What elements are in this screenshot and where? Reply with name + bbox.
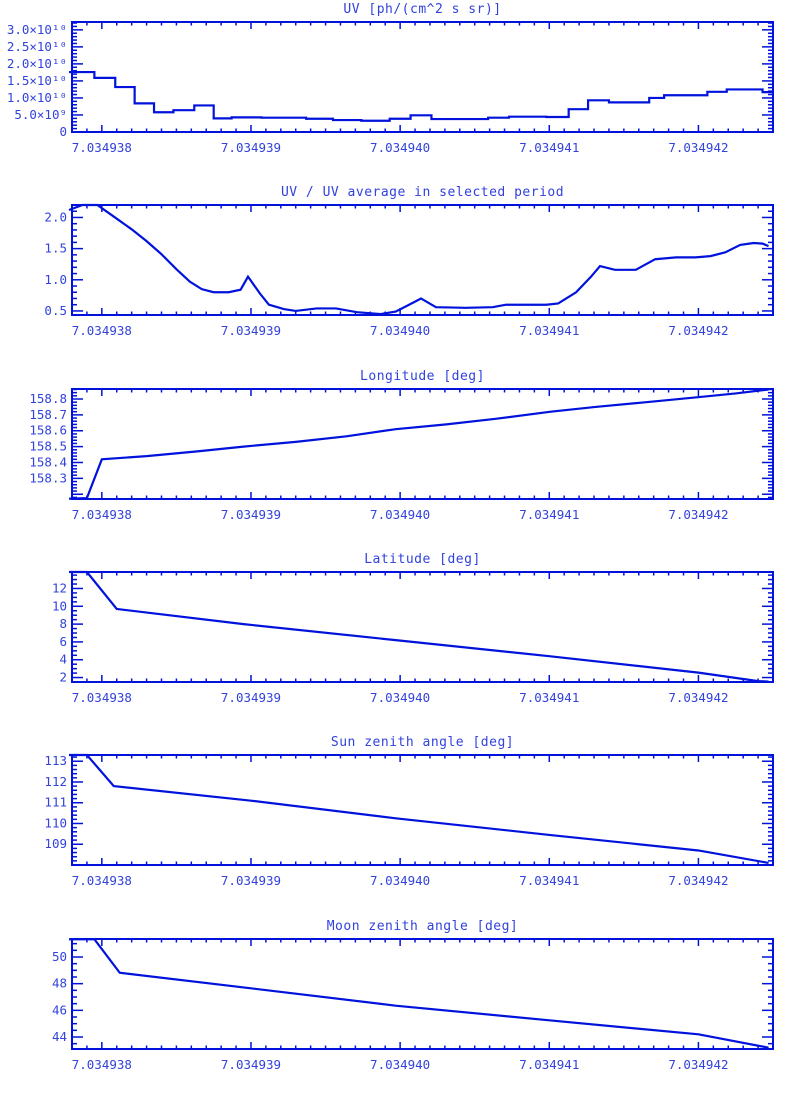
y-axis-tick-label: 0.5 xyxy=(44,303,67,319)
data-series-line xyxy=(69,389,769,498)
y-axis-tick-label: 2.0 xyxy=(44,209,67,225)
x-axis-tick-label: 7.034940 xyxy=(370,506,431,522)
x-axis-tick-label: 7.034940 xyxy=(370,139,431,155)
moon-zenith-chart-canvas xyxy=(0,917,800,1100)
sun-zenith-chart-canvas xyxy=(0,733,800,916)
latitude-chart-canvas xyxy=(0,550,800,733)
y-axis-tick-label: 12 xyxy=(51,580,67,596)
x-axis-tick-label: 7.034939 xyxy=(220,873,282,889)
y-axis-tick-label: 112 xyxy=(44,774,67,790)
y-axis-tick-label: 2.5×10¹⁰ xyxy=(6,38,68,54)
longitude-chart-canvas xyxy=(0,367,800,550)
data-series-line xyxy=(69,755,769,863)
x-axis-tick-label: 7.034938 xyxy=(71,139,132,155)
x-axis-tick-label: 7.034939 xyxy=(220,689,282,705)
plot-frame xyxy=(72,572,773,682)
y-axis-tick-label: 111 xyxy=(44,795,67,811)
x-axis-tick-label: 7.034939 xyxy=(220,506,282,522)
y-axis-tick-label: 5.0×10⁹ xyxy=(14,106,68,122)
x-axis-tick-label: 7.034939 xyxy=(220,323,282,339)
y-axis-tick-label: 44 xyxy=(51,1028,67,1044)
y-axis-tick-label: 3.0×10¹⁰ xyxy=(6,21,68,37)
chart-title-latitude: Latitude [deg] xyxy=(364,551,481,567)
x-axis-tick-label: 7.034938 xyxy=(71,1056,132,1072)
chart-title-moon-zenith: Moon zenith angle [deg] xyxy=(326,918,519,934)
x-axis-tick-label: 7.034940 xyxy=(370,689,431,705)
x-axis-tick-label: 7.034942 xyxy=(668,506,729,522)
chart-panel-moon-zenith xyxy=(0,917,800,1100)
y-axis-tick-label: 1.5×10¹⁰ xyxy=(6,72,68,88)
x-axis-tick-label: 7.034942 xyxy=(668,323,729,339)
x-axis-tick-label: 7.034941 xyxy=(519,139,580,155)
x-axis-tick-label: 7.034941 xyxy=(519,689,580,705)
chart-panel-uv-ratio xyxy=(0,183,800,366)
y-axis-tick-label: 158.6 xyxy=(29,422,67,438)
x-axis-tick-label: 7.034940 xyxy=(370,323,431,339)
chart-panel-longitude xyxy=(0,367,800,550)
x-axis-tick-label: 7.034941 xyxy=(519,506,580,522)
y-axis-tick-label: 2.0×10¹⁰ xyxy=(6,55,68,71)
x-axis-tick-label: 7.034941 xyxy=(519,1056,580,1072)
x-axis-tick-label: 7.034938 xyxy=(71,506,132,522)
y-axis-tick-label: 10 xyxy=(51,598,67,614)
y-axis-tick-label: 158.8 xyxy=(29,390,67,406)
x-axis-tick-label: 7.034939 xyxy=(220,139,282,155)
x-axis-tick-label: 7.034940 xyxy=(370,1056,431,1072)
y-axis-tick-label: 0 xyxy=(59,123,67,139)
chart-title-longitude: Longitude [deg] xyxy=(360,368,485,384)
uv-chart-canvas xyxy=(0,0,800,183)
plot-frame xyxy=(72,755,773,865)
y-axis-tick-label: 46 xyxy=(51,1001,67,1017)
y-axis-tick-label: 1.0×10¹⁰ xyxy=(6,89,68,105)
y-axis-tick-label: 158.3 xyxy=(29,470,67,486)
y-axis-tick-label: 50 xyxy=(51,948,67,964)
x-axis-tick-label: 7.034938 xyxy=(71,689,132,705)
data-series-line xyxy=(69,939,769,1047)
x-axis-tick-label: 7.034940 xyxy=(370,873,431,889)
chart-title-uv: UV [ph/(cm^2 s sr)] xyxy=(343,2,502,17)
y-axis-tick-label: 48 xyxy=(51,975,67,991)
y-axis-tick-label: 1.5 xyxy=(44,240,67,256)
x-axis-tick-label: 7.034942 xyxy=(668,1056,729,1072)
x-axis-tick-label: 7.034941 xyxy=(519,323,580,339)
x-axis-tick-label: 7.034942 xyxy=(668,689,729,705)
y-axis-tick-label: 4 xyxy=(59,651,67,667)
plot-frame xyxy=(72,389,773,499)
y-axis-tick-label: 158.7 xyxy=(29,406,67,422)
x-axis-tick-label: 7.034939 xyxy=(220,1056,282,1072)
y-axis-tick-label: 6 xyxy=(59,633,67,649)
x-axis-tick-label: 7.034942 xyxy=(668,873,729,889)
y-axis-tick-label: 2 xyxy=(59,669,67,685)
data-series-line xyxy=(69,205,769,314)
chart-panel-latitude xyxy=(0,550,800,733)
x-axis-tick-label: 7.034938 xyxy=(71,323,132,339)
chart-panel-uv xyxy=(0,0,800,183)
data-series-line xyxy=(69,572,769,682)
y-axis-tick-label: 158.5 xyxy=(29,438,67,454)
chart-title-sun-zenith: Sun zenith angle [deg] xyxy=(330,735,515,751)
x-axis-tick-label: 7.034941 xyxy=(519,873,580,889)
y-axis-tick-label: 8 xyxy=(59,616,67,632)
y-axis-tick-label: 1.0 xyxy=(44,272,67,288)
y-axis-tick-label: 109 xyxy=(44,836,67,852)
chart-panel-sun-zenith xyxy=(0,733,800,916)
data-series-line xyxy=(69,72,773,121)
uv-ratio-chart-canvas xyxy=(0,183,800,366)
y-axis-tick-label: 113 xyxy=(44,753,67,769)
y-axis-tick-label: 158.4 xyxy=(29,454,67,470)
chart-title-uv-ratio: UV / UV average in selected period xyxy=(280,185,565,201)
y-axis-tick-label: 110 xyxy=(44,815,67,831)
x-axis-tick-label: 7.034938 xyxy=(71,873,132,889)
x-axis-tick-label: 7.034942 xyxy=(668,139,729,155)
